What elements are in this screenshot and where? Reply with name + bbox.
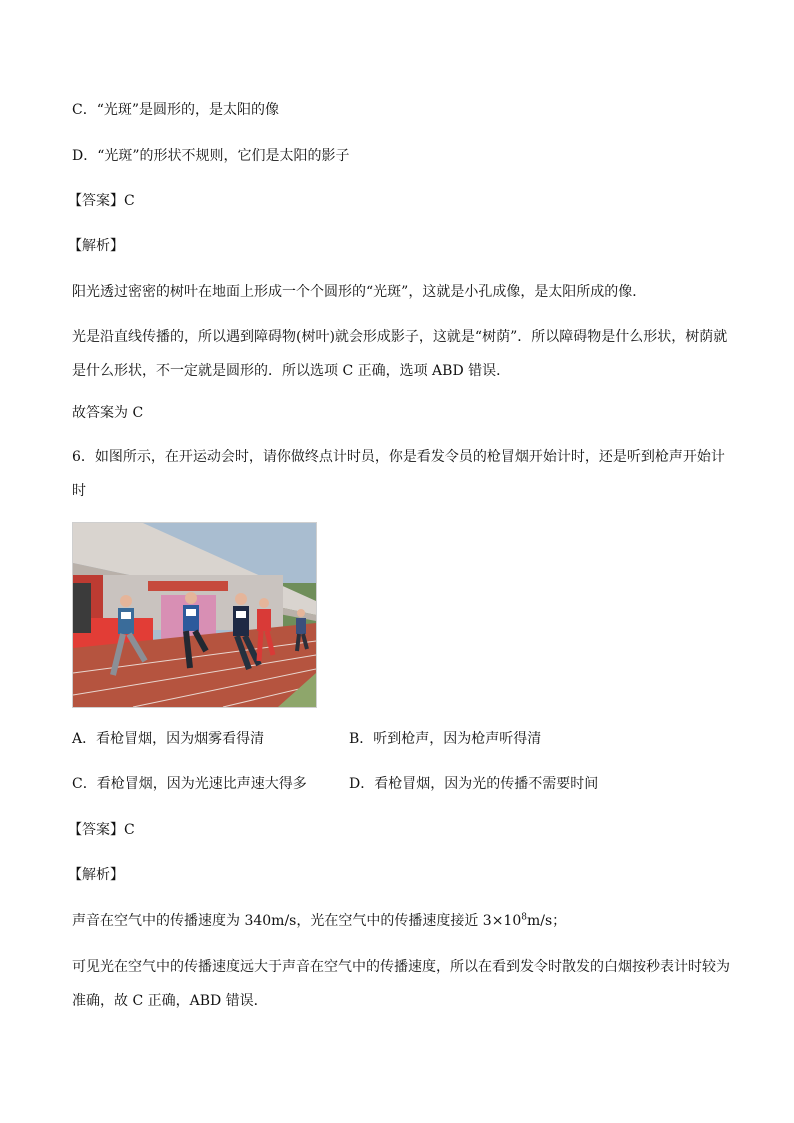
q6-answer: 【答案】C [68, 822, 135, 838]
q6-option-b: B．听到枪声，因为枪声听得清 [349, 731, 542, 747]
q6-analysis-1-text: 声音在空气中的传播速度为 340m/s，光在空气中的传播速度接近 3×10 [72, 913, 522, 929]
q6-analysis-label: 【解析】 [68, 867, 124, 883]
q5-analysis-1: 阳光透过密密的树叶在地面上形成一个个圆形的“光斑”，这就是小孔成像，是太阳所成的像． [72, 284, 647, 300]
q6-analysis-1-exponent: 8 [521, 912, 527, 923]
q5-conclusion: 故答案为 C [72, 405, 144, 421]
q6-analysis-1 [72, 911, 566, 931]
race-photo [72, 522, 317, 708]
q6-option-a: A．看枪冒烟，因为烟雾看得清 [72, 731, 265, 747]
q6-option-c: C．看枪冒烟，因为光速比声速大得多 [72, 776, 307, 792]
q5-analysis-label: 【解析】 [68, 238, 124, 254]
q5-answer: 【答案】C [68, 193, 135, 209]
q6-analysis-2: 可见光在空气中的传播速度远大于声音在空气中的传播速度，所以在看到发令时散发的白烟按秒表计时较为准确，故 C 正确，ABD 错误． [72, 959, 730, 1009]
q5-option-d: D．“光斑”的形状不规则，它们是太阳的影子 [72, 148, 350, 164]
q6-analysis-1-unit: m/s； [526, 913, 567, 929]
race-photo-drawing [73, 523, 316, 707]
q5-analysis-2: 光是沿直线传播的，所以遇到障碍物(树叶)就会形成影子，这就是“树荫”．所以障碍物是什么形状，树荫就是什么形状，不一定就是圆形的．所以选项 C 正确，选项 ABD 错误． [72, 329, 728, 379]
q5-option-c: C．“光斑”是圆形的，是太阳的像 [72, 102, 280, 118]
q6-option-d: D．看枪冒烟，因为光的传播不需要时间 [349, 776, 599, 792]
q6-question: 6．如图所示，在开运动会时，请你做终点计时员，你是看发令员的枪冒烟开始计时，还是听到枪声开始计时 [72, 449, 725, 499]
